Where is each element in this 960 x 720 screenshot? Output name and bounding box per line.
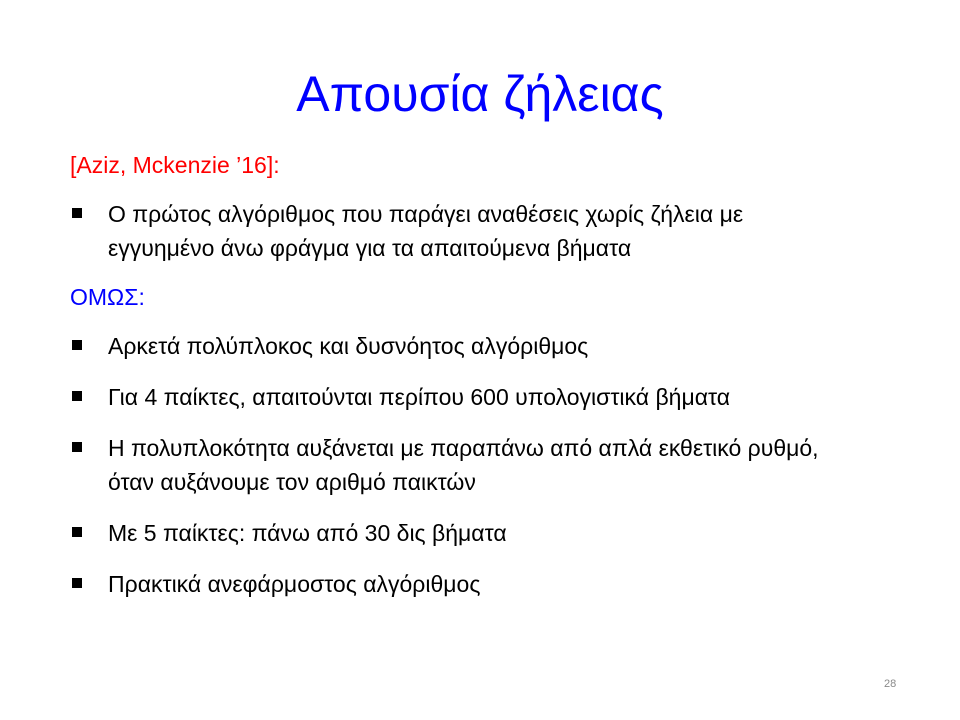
bullet-text: Η πολυπλοκότητα αυξάνεται με παραπάνω από απλά εκθετικό ρυθμό, όταν αυξάνουμε τον αριθμό παικτών: [108, 435, 819, 495]
square-bullet-icon: [72, 442, 82, 452]
bullet-item: [70, 516, 830, 550]
however-heading: ΟΜΩΣ:: [70, 284, 145, 310]
bullet-item: [70, 380, 830, 414]
bullet-item: [70, 197, 830, 265]
bullet-text: Για 4 παίκτες, απαιτούνται περίπου 600 υπολογιστικά βήματα: [108, 384, 731, 410]
square-bullet-icon: [72, 340, 82, 350]
bullet-item: [70, 431, 830, 499]
bullet-text: Αρκετά πολύπλοκος και δυσνόητος αλγόριθμος: [108, 333, 589, 359]
page-number: 28: [884, 678, 897, 690]
citation-heading: [Aziz, Mckenzie ’16]:: [70, 152, 280, 178]
square-bullet-icon: [72, 527, 82, 537]
bullet-text: Πρακτικά ανεφάρμοστος αλγόριθμος: [108, 571, 481, 597]
bullet-text: Με 5 παίκτες: πάνω από 30 δις βήματα: [108, 520, 507, 546]
slide-title: Απουσία ζήλειας: [296, 66, 664, 122]
bullet-item: [70, 567, 830, 601]
bullet-text: Ο πρώτος αλγόριθμος που παράγει αναθέσεις χωρίς ζήλεια με εγγυημένο άνω φράγμα για τα απαιτούμενα βήματα: [108, 201, 744, 261]
square-bullet-icon: [72, 391, 82, 401]
bullet-item: [70, 329, 830, 363]
square-bullet-icon: [72, 208, 82, 218]
square-bullet-icon: [72, 578, 82, 588]
slide-content: [70, 150, 830, 618]
